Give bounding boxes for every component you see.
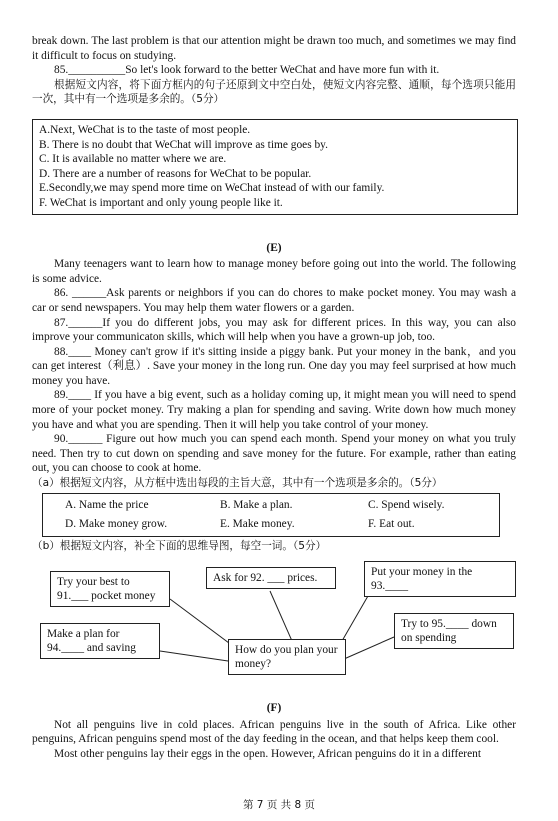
section-f-title: (F) [266, 702, 282, 715]
node-93-text: Put your money in the 93.____ [371, 566, 473, 593]
connector-94 [160, 651, 228, 661]
mind-map-node-91 [50, 571, 170, 607]
f-paragraph-2: Most other penguins lay their eggs in the open. However, African penguins do it in a different [54, 748, 482, 760]
instruction-c: 根据短文内容，将下面方框内的句子还原到文中空白处，使短文内容完整、通顺，每个选项只能用一次，其中有一个选项是多余的。（5分） [32, 78, 516, 106]
connector-92 [270, 591, 292, 641]
f-paragraph-1: Not all penguins live in cold places. African penguins live in the south of Africa. Like other penguins, African penguins spend most of the day feeding in the ocean, and that helps keep them cool. [32, 718, 516, 746]
section-e-title: (E) [266, 241, 282, 254]
instruction-a: （a）根据短文内容，从方框中选出每段的主旨大意，其中有一个选项是多余的。（5分） [32, 477, 443, 490]
mind-map-node-94 [40, 623, 160, 659]
options-box-e [42, 493, 500, 537]
option-c: C. It is available no matter where we are. [39, 153, 227, 166]
option-e-d: D. Make money grow. [65, 517, 168, 530]
option-d: D. There are a number of reasons for WeChat to be popular. [39, 167, 312, 180]
mind-map [32, 561, 516, 699]
mind-map-center [228, 639, 346, 675]
e-paragraph-86: 86. ______Ask parents or neighbors if you can do chores to make pocket money. You may wash a car or send newspapers. You may help them water flowers or a garden. [32, 287, 516, 314]
node-92-text: Ask for 92. ___ prices. [213, 572, 318, 585]
document-page [32, 34, 516, 762]
question-85: 85.__________So let's look forward to the better WeChat and have more fun with it. [54, 64, 440, 77]
node-91-text: Try your best to 91.___ pocket money [57, 576, 156, 603]
e-paragraph-89: 89.____ If you have a big event, such as a holiday coming up, it might mean you will need to spend more of your pocket money. Try making a plan for spending and saving. Write down how much money you have and what you are spending. Then it will help you take control of your money. [32, 389, 516, 431]
mind-map-node-95 [394, 613, 514, 649]
option-e-c: C. Spend wisely. [368, 498, 445, 511]
e-paragraph-87: 87.______If you do different jobs, you may ask for different prices. In this way, you can also improve your communicaton skills, which will help when you have a grown-up job, too. [32, 316, 516, 344]
option-f: F. WeChat is important and only young people like it. [39, 196, 283, 209]
connector-91 [170, 599, 237, 649]
e-paragraph-88: 88.____ Money can't grow if it's sitting inside a piggy bank. Put your money in the bank，and you can get interest（利息）. Save your money in the long run. One day you may feel surprised at how much money you have. [32, 345, 516, 387]
option-b: B. There is no doubt that WeChat will improve as time goes by. [39, 138, 328, 151]
connector-95 [344, 637, 394, 659]
options-box-c [32, 119, 518, 215]
instruction-b: （b）根据短文内容，补全下面的思维导图，每空一词。（5分） [32, 539, 327, 552]
mind-map-node-93 [364, 561, 516, 597]
option-e-f: F. Eat out. [368, 517, 415, 530]
option-e-e: E. Make money. [220, 517, 295, 530]
node-95-text: Try to 95.____ down on spending [401, 618, 497, 645]
option-e-b: B. Make a plan. [220, 498, 293, 511]
page-footer: 第 7 页 共 8 页 [242, 799, 316, 811]
mind-map-node-92 [206, 567, 336, 589]
option-a: A.Next, WeChat is to the taste of most people. [39, 123, 251, 136]
intro-paragraph: break down. The last problem is that our attention might be drawn too much, and sometimes we may find it difficult to focus on studying. [32, 35, 516, 62]
e-paragraph-90: 90.______ Figure out how much you can spend each month. Spend your money on what you truly need. Then try to cut down on spending and save money for the future. For example, rather than eating out, you can choose to cook at home. [32, 433, 516, 475]
e-paragraph-intro: Many teenagers want to learn how to manage money before going out into the world. The following is some advice. [32, 258, 516, 285]
center-text: How do you plan your money? [235, 644, 338, 671]
option-e: E.Secondly,we may spend more time on WeChat instead of with our family. [39, 182, 385, 195]
option-e-a: A. Name the price [65, 498, 149, 511]
node-94-text: Make a plan for 94.____ and saving [47, 628, 136, 655]
